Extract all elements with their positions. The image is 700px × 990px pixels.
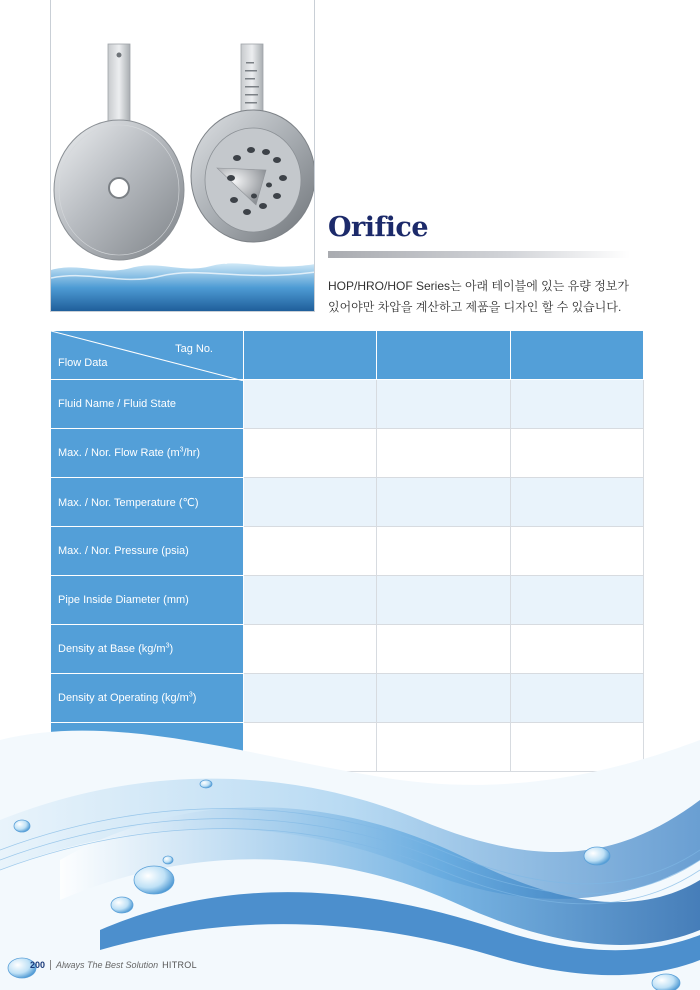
wave-background — [0, 700, 700, 990]
page-footer — [30, 960, 197, 970]
table-cell[interactable] — [510, 576, 643, 625]
table-cell[interactable] — [244, 429, 377, 478]
intro-line-2: 있어야만 차압을 계산하고 제품을 디자인 할 수 있습니다. — [328, 300, 622, 314]
row-label-temperature: Max. / Nor. Temperature (℃) — [51, 478, 244, 527]
table-corner-header — [51, 331, 244, 380]
table-row — [51, 576, 644, 625]
row-label-flow-rate — [51, 429, 244, 478]
table-cell[interactable] — [377, 380, 510, 429]
page-title: Orifice — [328, 212, 428, 243]
table-row — [51, 429, 644, 478]
table-cell[interactable] — [244, 380, 377, 429]
tag-column-2[interactable] — [377, 331, 510, 380]
row-label-pipe-diameter: Pipe Inside Diameter (mm) — [51, 576, 244, 625]
table-cell[interactable] — [244, 576, 377, 625]
title-underline — [328, 251, 630, 258]
intro-text — [328, 276, 658, 318]
table-row — [51, 478, 644, 527]
flow-data-label: Flow Data — [58, 357, 108, 369]
table-cell[interactable] — [510, 527, 643, 576]
tag-column-1[interactable] — [244, 331, 377, 380]
footer-slogan: Always The Best Solution — [56, 960, 159, 970]
table-cell[interactable] — [377, 429, 510, 478]
table-header-row — [51, 331, 644, 380]
table-cell[interactable] — [510, 625, 643, 674]
table-row — [51, 625, 644, 674]
tag-no-label: Tag No. — [175, 343, 213, 355]
table-cell[interactable] — [510, 429, 643, 478]
table-row — [51, 527, 644, 576]
table-cell[interactable] — [244, 527, 377, 576]
table-cell[interactable] — [510, 478, 643, 527]
table-cell[interactable] — [244, 478, 377, 527]
superscript: 3 — [165, 642, 170, 650]
table-cell[interactable] — [244, 625, 377, 674]
table-cell[interactable] — [377, 527, 510, 576]
diagonal-divider — [51, 331, 244, 381]
table-cell[interactable] — [510, 380, 643, 429]
row-label-text: Max. / Nor. Flow Rate (m — [58, 447, 180, 459]
row-label-text: ) — [169, 643, 174, 655]
row-label-density-base — [51, 625, 244, 674]
row-label-pressure: Max. / Nor. Pressure (psia) — [51, 527, 244, 576]
superscript: 3 — [179, 446, 184, 454]
footer-brand: HITROL — [162, 960, 197, 970]
product-photo — [50, 0, 315, 312]
table-cell[interactable] — [377, 576, 510, 625]
table-row — [51, 380, 644, 429]
table-cell[interactable] — [377, 478, 510, 527]
row-label-text: Density at Base (kg/m — [58, 643, 166, 655]
table-cell[interactable] — [377, 625, 510, 674]
row-label-text: Density at Operating (kg/m — [58, 692, 189, 704]
row-label-fluid: Fluid Name / Fluid State — [51, 380, 244, 429]
intro-line-1: HOP/HRO/HOF Series는 아래 테이블에 있는 유량 정보가 — [328, 279, 629, 293]
page-number: 200 — [30, 960, 46, 970]
tag-column-3[interactable] — [510, 331, 643, 380]
row-label-text: /hr) — [183, 447, 201, 459]
superscript: 3 — [188, 691, 193, 699]
row-label-text: ) — [192, 692, 197, 704]
footer-divider — [50, 960, 51, 970]
